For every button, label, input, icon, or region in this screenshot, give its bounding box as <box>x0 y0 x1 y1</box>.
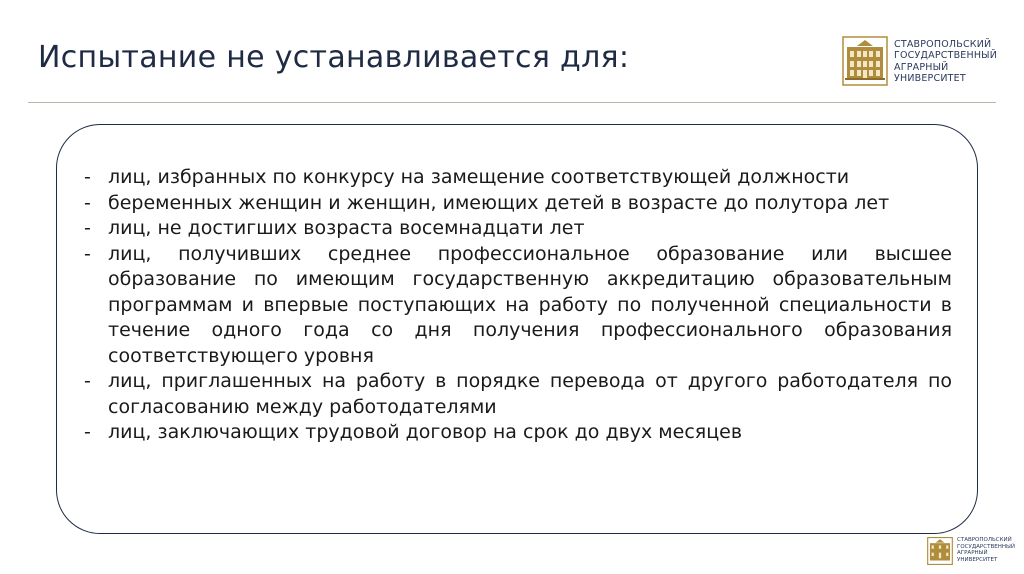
university-logo-small <box>927 537 1019 567</box>
university-logo <box>842 36 1012 88</box>
slide-title: Испытание не устанавливается для: <box>38 40 630 75</box>
title-divider <box>28 102 996 103</box>
university-name: СТАВРОПОЛЬСКИЙ ГОСУДАРСТВЕННЫЙ АГРАРНЫЙ УНИВЕРСИТЕТ <box>957 537 1015 563</box>
university-name: СТАВРОПОЛЬСКИЙ ГОСУДАРСТВЕННЫЙ АГРАРНЫЙ УНИВЕРСИТЕТ <box>894 39 998 85</box>
list-item: - лиц, получивших среднее профессиональное образование или высшее образование по имеющим государственную аккредитацию образовательным программам и впервые поступающих на работу по полученной специальности в течение одного года со дня получения профессионального образования соответствующего уровня <box>84 242 952 367</box>
university-building-icon <box>842 36 888 86</box>
list-item: - лиц, избранных по конкурсу на замещение соответствующей должности <box>84 166 850 188</box>
list-item: - лиц, заключающих трудовой договор на срок до двух месяцев <box>84 421 743 443</box>
university-building-icon <box>927 537 953 565</box>
list-item: - лиц, приглашенных на работу в порядке перевода от другого работодателя по согласованию между работодателями <box>84 370 952 418</box>
list-item: - беременных женщин и женщин, имеющих детей в возрасте до полутора лет <box>84 191 890 214</box>
list-item: - лиц, не достигших возраста восемнадцати лет <box>84 217 585 239</box>
exemptions-list <box>84 165 952 446</box>
